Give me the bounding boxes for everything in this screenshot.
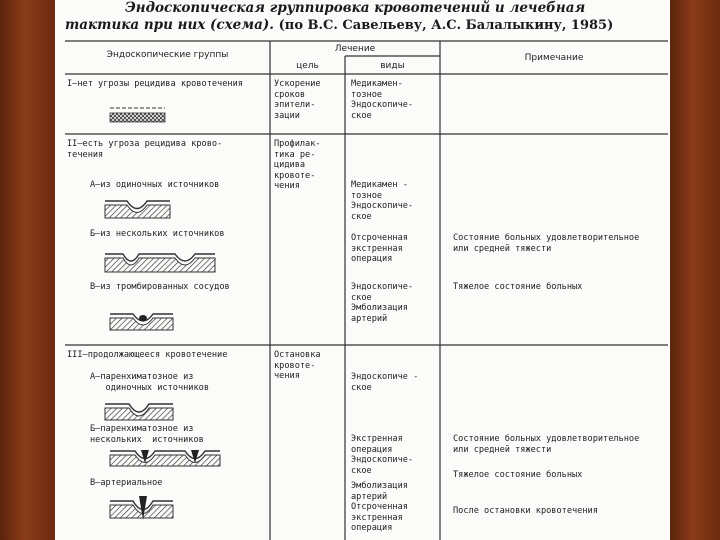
figure-g3a	[105, 404, 173, 420]
group-3b-types: Экстренная операция Эндоскопиче- ское	[351, 434, 414, 476]
group-3c-note-2: После остановки кровотечения	[453, 506, 598, 516]
figure-g3c	[110, 496, 173, 520]
header-types: виды	[380, 61, 405, 71]
title-line-1: Эндоскопическая группировка кровотечений и лечебная	[125, 0, 586, 16]
figure-g3b	[110, 450, 220, 466]
group-2b-note: Состояние больных удовлетворительное или средней тяжести	[453, 233, 640, 254]
header-treatment: Лечение	[334, 44, 376, 54]
group-3b-note: Состояние больных удовлетворительное или средней тяжести	[453, 434, 640, 455]
group-1-label: I–нет угрозы рецидива кровотечения	[67, 79, 243, 89]
group-1-types: Медикамен- тозное Эндоскопиче- ское	[351, 79, 414, 121]
group-2c-label: В–из тромбированных сосудов	[90, 282, 230, 292]
header-goal: цель	[296, 61, 319, 71]
figure-g2c	[110, 314, 173, 330]
background-frame-right	[670, 0, 720, 540]
group-3a-types: Эндоскопиче - ское	[351, 372, 419, 393]
header-note: Примечание	[524, 53, 584, 63]
group-2-goal: Профилак- тика ре- цидива кровоте- чения	[274, 139, 321, 192]
header-groups: Эндоскопические группы	[106, 50, 229, 60]
group-2a-types: Медикамен - тозное Эндоскопиче- ское	[351, 180, 414, 222]
group-2a-label: А–из одиночных источников	[90, 180, 220, 190]
group-3a-label: А–паренхиматозное из одиночных источников	[90, 372, 209, 393]
figure-g2b	[105, 254, 215, 272]
group-2b-label: Б–из нескольких источников	[90, 229, 225, 239]
group-1-goal: Ускорение сроков эпители- зации	[274, 79, 321, 121]
group-2c-types: Эндоскопиче- ское Эмболизация артерий	[351, 282, 414, 324]
group-3-label: III–продолжающееся кровотечение	[67, 350, 228, 360]
group-3c-note-1: Тяжелое состояние больных	[453, 470, 583, 480]
group-3c-label: В–артериальное	[90, 478, 163, 488]
group-3c-types: Эмболизация артерий Отсроченная экстренная операция	[351, 481, 408, 534]
group-2b-types: Отсроченная экстренная операция	[351, 233, 408, 265]
background-frame-left	[0, 0, 55, 540]
slide-sheet	[55, 0, 670, 540]
title-source: (по В.С. Савельеву, А.С. Балалыкину, 1985)	[278, 18, 614, 33]
figure-g2a	[105, 201, 170, 218]
group-2c-note: Тяжелое состояние больных	[453, 282, 583, 292]
group-2-label: II–есть угроза рецидива крово- течения	[67, 139, 223, 160]
group-3-goal: Остановка кровоте- чения	[274, 350, 321, 382]
title-line-2: тактика при них (схема).	[65, 17, 274, 33]
figure-g1	[110, 108, 165, 122]
group-3b-label: Б–паренхиматозное из нескольких источников	[90, 424, 204, 445]
